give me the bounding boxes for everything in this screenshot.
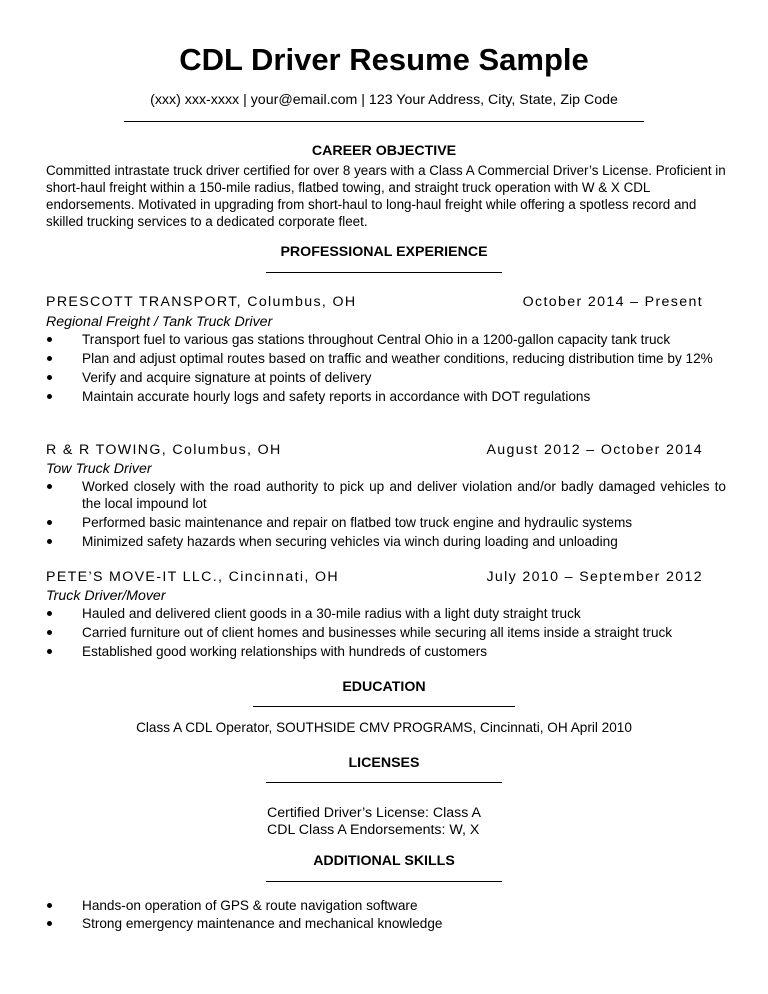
license-item: CDL Class A Endorsements: W, X xyxy=(267,822,480,838)
list-item-text: Carried furniture out of client homes and businesses while securing all items inside a straight truck xyxy=(82,625,673,640)
job-title: Tow Truck Driver xyxy=(46,461,152,477)
list-item-text: Worked closely with the road authority to pick up and deliver violation and/or badly damaged vehicles to the local impound lot xyxy=(82,479,726,511)
job-header xyxy=(46,292,703,312)
job-company: PETE’S MOVE-IT LLC., Cincinnati, OH xyxy=(46,569,339,585)
bullet-dot-icon xyxy=(47,921,52,926)
experience-heading-underline xyxy=(266,272,502,273)
list-item xyxy=(46,478,726,512)
list-item xyxy=(46,369,726,386)
list-item xyxy=(46,643,726,660)
skills-bullet-list xyxy=(46,897,726,934)
licenses-heading-underline xyxy=(266,782,502,783)
list-item-text: Strong emergency maintenance and mechanical knowledge xyxy=(82,916,443,931)
job-company: PRESCOTT TRANSPORT, Columbus, OH xyxy=(46,294,357,310)
resume-title: CDL Driver Resume Sample xyxy=(179,42,589,77)
list-item xyxy=(46,915,726,932)
bullet-dot-icon xyxy=(47,539,52,544)
bullet-dot-icon xyxy=(47,394,52,399)
list-item-text: Maintain accurate hourly logs and safety reports in accordance with DOT regulations xyxy=(82,389,591,404)
list-item xyxy=(46,533,726,550)
list-item xyxy=(46,388,726,405)
list-item-text: Performed basic maintenance and repair on flatbed tow truck engine and hydraulic systems xyxy=(82,515,633,530)
bullet-dot-icon xyxy=(47,903,52,908)
professional-experience-heading: PROFESSIONAL EXPERIENCE xyxy=(280,244,488,260)
bullet-dot-icon xyxy=(47,484,52,489)
job-title: Truck Driver/Mover xyxy=(46,588,166,604)
bullet-dot-icon xyxy=(47,337,52,342)
career-objective-text: Committed intrastate truck driver certified for over 8 years with a Class A Commercial Driver’s License. Proficient in short-haul freight within a 150-mile radius, flatbed towing, and straight truck operation with W & X CDL endorsements. Motivated in upgrading from short-haul to long-haul freight while offering a spotless record and skilled trucking services to a dedicated corporate fleet. xyxy=(46,163,726,229)
job-dates: July 2010 – September 2012 xyxy=(486,569,703,585)
list-item-text: Transport fuel to various gas stations throughout Central Ohio in a 1200-gallon capacity tank truck xyxy=(82,332,671,347)
education-heading-underline xyxy=(253,706,515,707)
list-item xyxy=(46,897,726,914)
list-item xyxy=(46,350,726,367)
education-heading: EDUCATION xyxy=(342,679,426,695)
header-divider xyxy=(124,121,644,122)
bullet-dot-icon xyxy=(47,520,52,525)
list-item-text: Plan and adjust optimal routes based on traffic and weather conditions, reducing distribution time by 12% xyxy=(82,351,713,366)
list-item-text: Minimized safety hazards when securing vehicles via winch during loading and unloading xyxy=(82,534,618,549)
education-entry: Class A CDL Operator, SOUTHSIDE CMV PROGRAMS, Cincinnati, OH April 2010 xyxy=(136,720,632,735)
bullet-dot-icon xyxy=(47,611,52,616)
list-item xyxy=(46,331,726,348)
additional-skills-heading: ADDITIONAL SKILLS xyxy=(313,853,455,869)
licenses-heading: LICENSES xyxy=(348,755,420,771)
list-item xyxy=(46,624,726,641)
list-item xyxy=(46,605,726,622)
job-header xyxy=(46,567,703,587)
job-company: R & R TOWING, Columbus, OH xyxy=(46,442,282,458)
skills-heading-underline xyxy=(266,881,502,882)
job-bullet-list xyxy=(46,478,726,552)
job-header xyxy=(46,440,703,460)
job-dates: August 2012 – October 2014 xyxy=(486,442,703,458)
job-dates: October 2014 – Present xyxy=(522,294,703,310)
bullet-dot-icon xyxy=(47,356,52,361)
job-bullet-list xyxy=(46,605,726,662)
list-item xyxy=(46,514,726,531)
career-objective-heading: CAREER OBJECTIVE xyxy=(311,143,457,159)
list-item-text: Established good working relationships with hundreds of customers xyxy=(82,644,488,659)
list-item-text: Verify and acquire signature at points of delivery xyxy=(82,370,372,385)
job-title: Regional Freight / Tank Truck Driver xyxy=(46,314,273,330)
bullet-dot-icon xyxy=(47,375,52,380)
bullet-dot-icon xyxy=(47,630,52,635)
license-item: Certified Driver’s License: Class A xyxy=(267,805,481,821)
job-bullet-list xyxy=(46,331,726,407)
list-item-text: Hauled and delivered client goods in a 30-mile radius with a light duty straight truck xyxy=(82,606,581,621)
list-item-text: Hands-on operation of GPS & route navigation software xyxy=(82,898,418,913)
bullet-dot-icon xyxy=(47,649,52,654)
contact-line: (xxx) xxx-xxxx | your@email.com | 123 Your Address, City, State, Zip Code xyxy=(150,92,618,108)
